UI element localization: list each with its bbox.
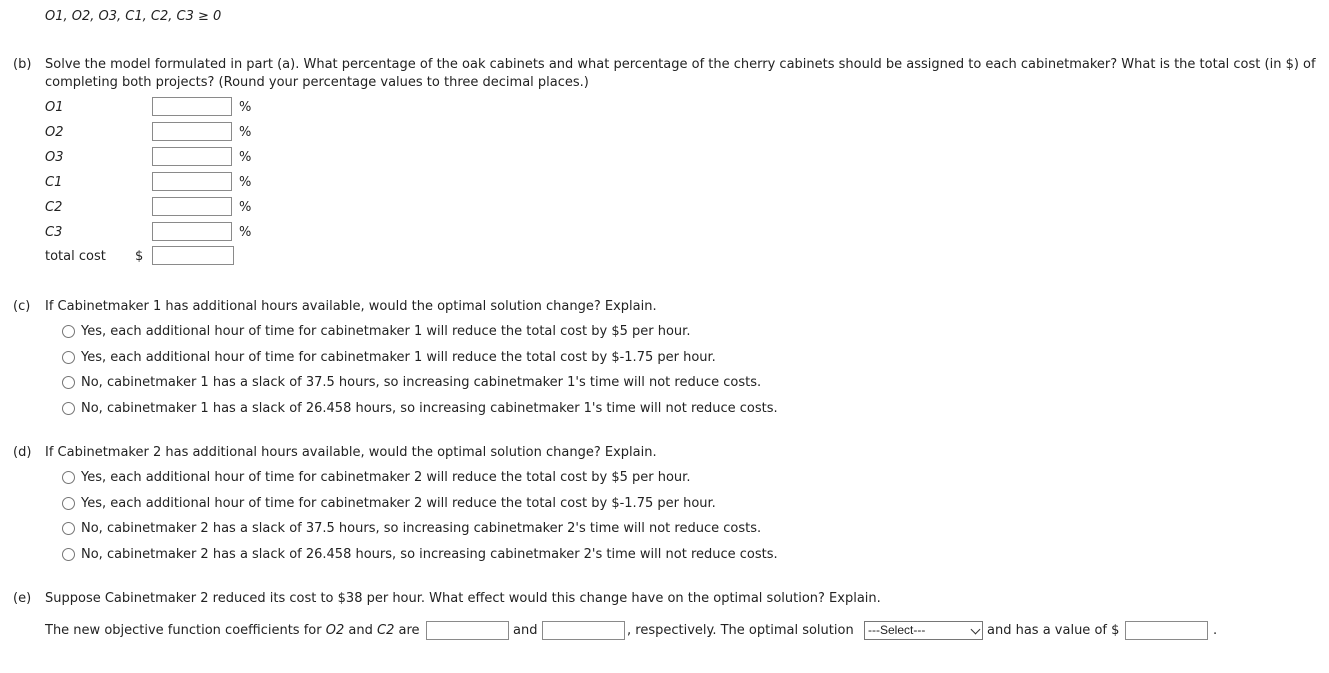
o1-percent-input[interactable] xyxy=(152,97,232,116)
part-c-option-1-radio[interactable] xyxy=(62,325,75,338)
row-label-c3: C3 xyxy=(45,225,63,240)
part-d-option-4-label[interactable]: No, cabinetmaker 2 has a slack of 26.458 hours, so increasing cabinetmaker 2's time will not reduce costs. xyxy=(81,547,778,562)
c2-percent-input[interactable] xyxy=(152,197,232,216)
part-e-label: (e) xyxy=(13,591,32,606)
row-label-c1: C1 xyxy=(45,175,63,190)
part-d-option-4-radio[interactable] xyxy=(62,548,75,561)
c2-percent-unit: % xyxy=(239,200,252,215)
part-e-sentence-start: The new objective function coefficients for xyxy=(45,623,322,638)
o1-percent-unit: % xyxy=(239,100,252,115)
part-e-and-between-inputs: and xyxy=(513,623,538,638)
c3-percent-unit: % xyxy=(239,225,252,240)
o2-percent-input[interactable] xyxy=(152,122,232,141)
chevron-down-icon xyxy=(971,625,981,635)
part-b-question-line1: Solve the model formulated in part (a). What percentage of the oak cabinets and what percentage of the cherry cabinets should be assigned to each cabinetmaker? What is the total cost (in $) of xyxy=(45,57,1316,72)
part-e-dollar-sign: $ xyxy=(1111,623,1120,638)
part-d-option-3-radio[interactable] xyxy=(62,522,75,535)
optimal-value-input[interactable] xyxy=(1125,621,1208,640)
nonnegativity-constraint: O1, O2, O3, C1, C2, C3 ≥ 0 xyxy=(45,9,222,24)
part-d-label: (d) xyxy=(13,445,32,460)
part-d-question: If Cabinetmaker 2 has additional hours available, would the optimal solution change? Explain. xyxy=(45,445,657,460)
part-e-end-period: . xyxy=(1213,623,1218,638)
c2-coefficient-input[interactable] xyxy=(542,621,625,640)
c1-percent-input[interactable] xyxy=(152,172,232,191)
part-c-option-1-label[interactable]: Yes, each additional hour of time for cabinetmaker 1 will reduce the total cost by $5 per hour. xyxy=(81,324,691,339)
part-b-label: (b) xyxy=(13,57,32,72)
part-d-option-2-label[interactable]: Yes, each additional hour of time for cabinetmaker 2 will reduce the total cost by $-1.75 per hour. xyxy=(81,496,716,511)
total-cost-dollar-sign: $ xyxy=(135,249,144,264)
optimal-solution-select-value: ---Select--- xyxy=(868,623,926,637)
o2-percent-unit: % xyxy=(239,125,252,140)
part-c-question: If Cabinetmaker 1 has additional hours available, would the optimal solution change? Explain. xyxy=(45,299,657,314)
part-e-respectively-text: , respectively. The optimal solution xyxy=(627,623,854,638)
part-e-and-word: and xyxy=(348,623,373,638)
part-c-option-4-radio[interactable] xyxy=(62,402,75,415)
part-e-has-value-label: and has a value of xyxy=(987,623,1107,638)
optimal-solution-select[interactable] xyxy=(864,621,983,640)
part-e-question: Suppose Cabinetmaker 2 reduced its cost to $38 per hour. What effect would this change have on the optimal solution? Explain. xyxy=(45,591,881,606)
o3-percent-unit: % xyxy=(239,150,252,165)
part-e-has-value-text xyxy=(987,623,1119,638)
part-d-option-2-radio[interactable] xyxy=(62,497,75,510)
total-cost-label: total cost xyxy=(45,249,106,264)
part-c-option-3-radio[interactable] xyxy=(62,376,75,389)
part-b-question-line2: completing both projects? (Round your percentage values to three decimal places.) xyxy=(45,75,589,90)
row-label-o3: O3 xyxy=(45,150,64,165)
row-label-o2: O2 xyxy=(45,125,64,140)
o2-coefficient-input[interactable] xyxy=(426,621,509,640)
part-e-sentence xyxy=(45,623,420,638)
part-d-option-3-label[interactable]: No, cabinetmaker 2 has a slack of 37.5 hours, so increasing cabinetmaker 2's time will not reduce costs. xyxy=(81,521,762,536)
row-label-c2: C2 xyxy=(45,200,63,215)
part-d-option-1-label[interactable]: Yes, each additional hour of time for cabinetmaker 2 will reduce the total cost by $5 per hour. xyxy=(81,470,691,485)
part-c-option-2-radio[interactable] xyxy=(62,351,75,364)
part-e-are-word: are xyxy=(398,623,420,638)
part-c-option-4-label[interactable]: No, cabinetmaker 1 has a slack of 26.458 hours, so increasing cabinetmaker 1's time will not reduce costs. xyxy=(81,401,778,416)
c3-percent-input[interactable] xyxy=(152,222,232,241)
o3-percent-input[interactable] xyxy=(152,147,232,166)
part-c-option-3-label[interactable]: No, cabinetmaker 1 has a slack of 37.5 hours, so increasing cabinetmaker 1's time will not reduce costs. xyxy=(81,375,762,390)
part-e-var-o2: O2 xyxy=(325,623,345,638)
row-label-o1: O1 xyxy=(45,100,64,115)
c1-percent-unit: % xyxy=(239,175,252,190)
part-e-var-c2: C2 xyxy=(377,623,395,638)
total-cost-input[interactable] xyxy=(152,246,234,265)
part-c-label: (c) xyxy=(13,299,31,314)
part-c-option-2-label[interactable]: Yes, each additional hour of time for cabinetmaker 1 will reduce the total cost by $-1.75 per hour. xyxy=(81,350,716,365)
part-d-option-1-radio[interactable] xyxy=(62,471,75,484)
